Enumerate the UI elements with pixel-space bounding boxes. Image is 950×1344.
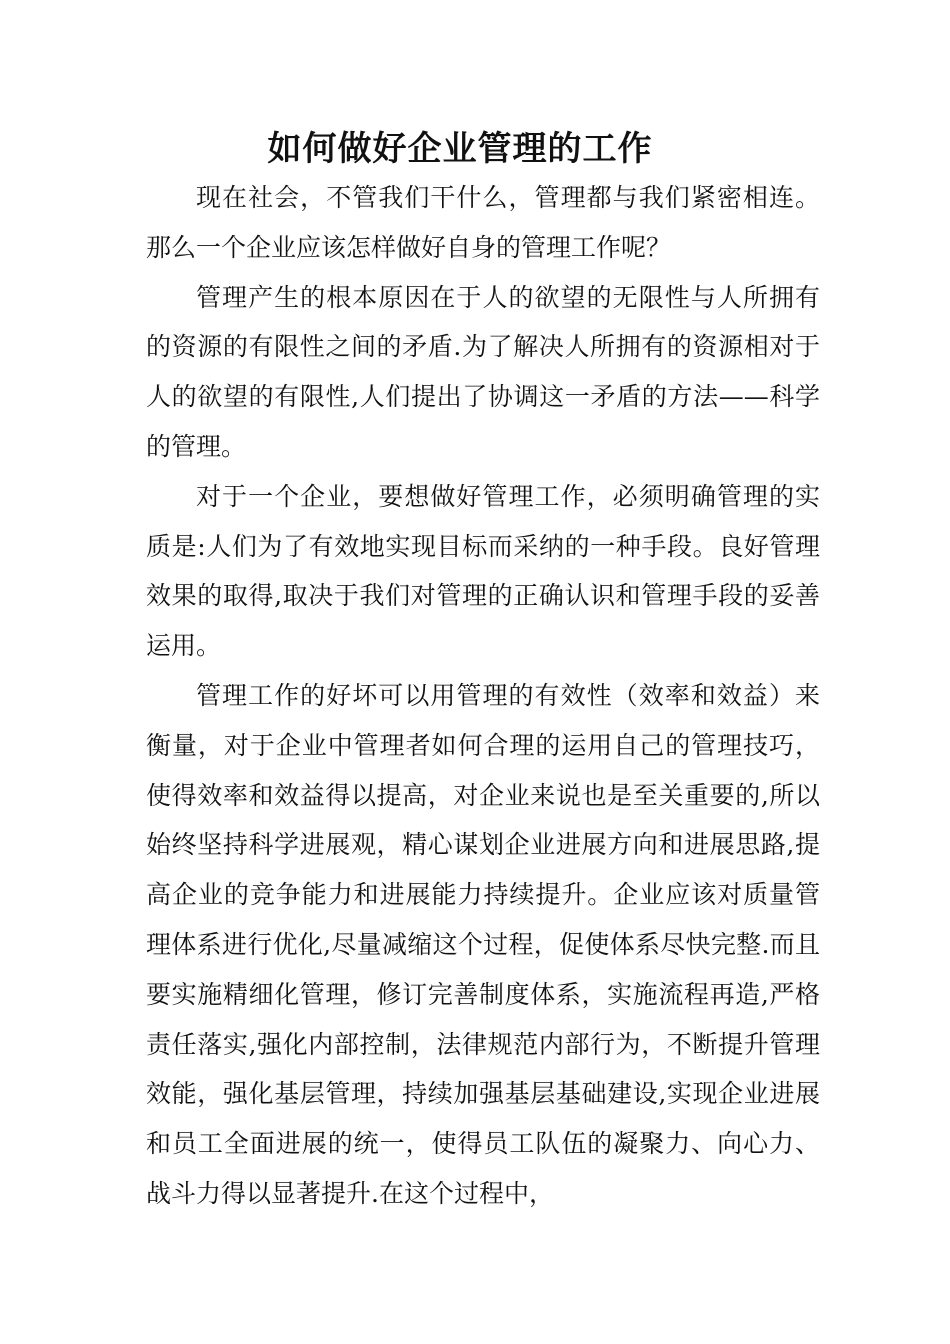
document-body	[146, 173, 820, 1219]
paragraph: 管理产生的根本原因在于人的欲望的无限性与人所拥有的资源的有限性之间的矛盾.为了解决人所拥有的资源相对于人的欲望的有限性,人们提出了协调这一矛盾的方法——科学的管理。	[146, 282, 820, 461]
paragraph: 管理工作的好坏可以用管理的有效性（效率和效益）来衡量，对于企业中管理者如何合理的运用自己的管理技巧，使得效率和效益得以提高，对企业来说也是至关重要的,所以始终坚持科学进展观，精心谋划企业进展方向和进展思路,提高企业的竞争能力和进展能力持续提升。企业应该对质量管理体系进行优化,尽量减缩这个过程，促使体系尽快完整.而且要实施精细化管理，修订完善制度体系，实施流程再造,严格责任落实,强化内部控制，法律规范内部行为，不断提升管理效能，强化基层管理，持续加强基层基础建设,实现企业进展和员工全面进展的统一，使得员工队伍的凝聚力、向心力、战斗力得以显著提升.在这个过程中，	[146, 680, 820, 1208]
paragraph: 现在社会，不管我们干什么，管理都与我们紧密相连。那么一个企业应该怎样做好自身的管理工作呢？	[146, 183, 820, 262]
document-title: 如何做好企业管理的工作	[267, 129, 653, 169]
paragraph: 对于一个企业，要想做好管理工作，必须明确管理的实质是:人们为了有效地实现目标而采纳的一种手段。良好管理效果的取得,取决于我们对管理的正确认识和管理手段的妥善运用。	[146, 481, 820, 661]
